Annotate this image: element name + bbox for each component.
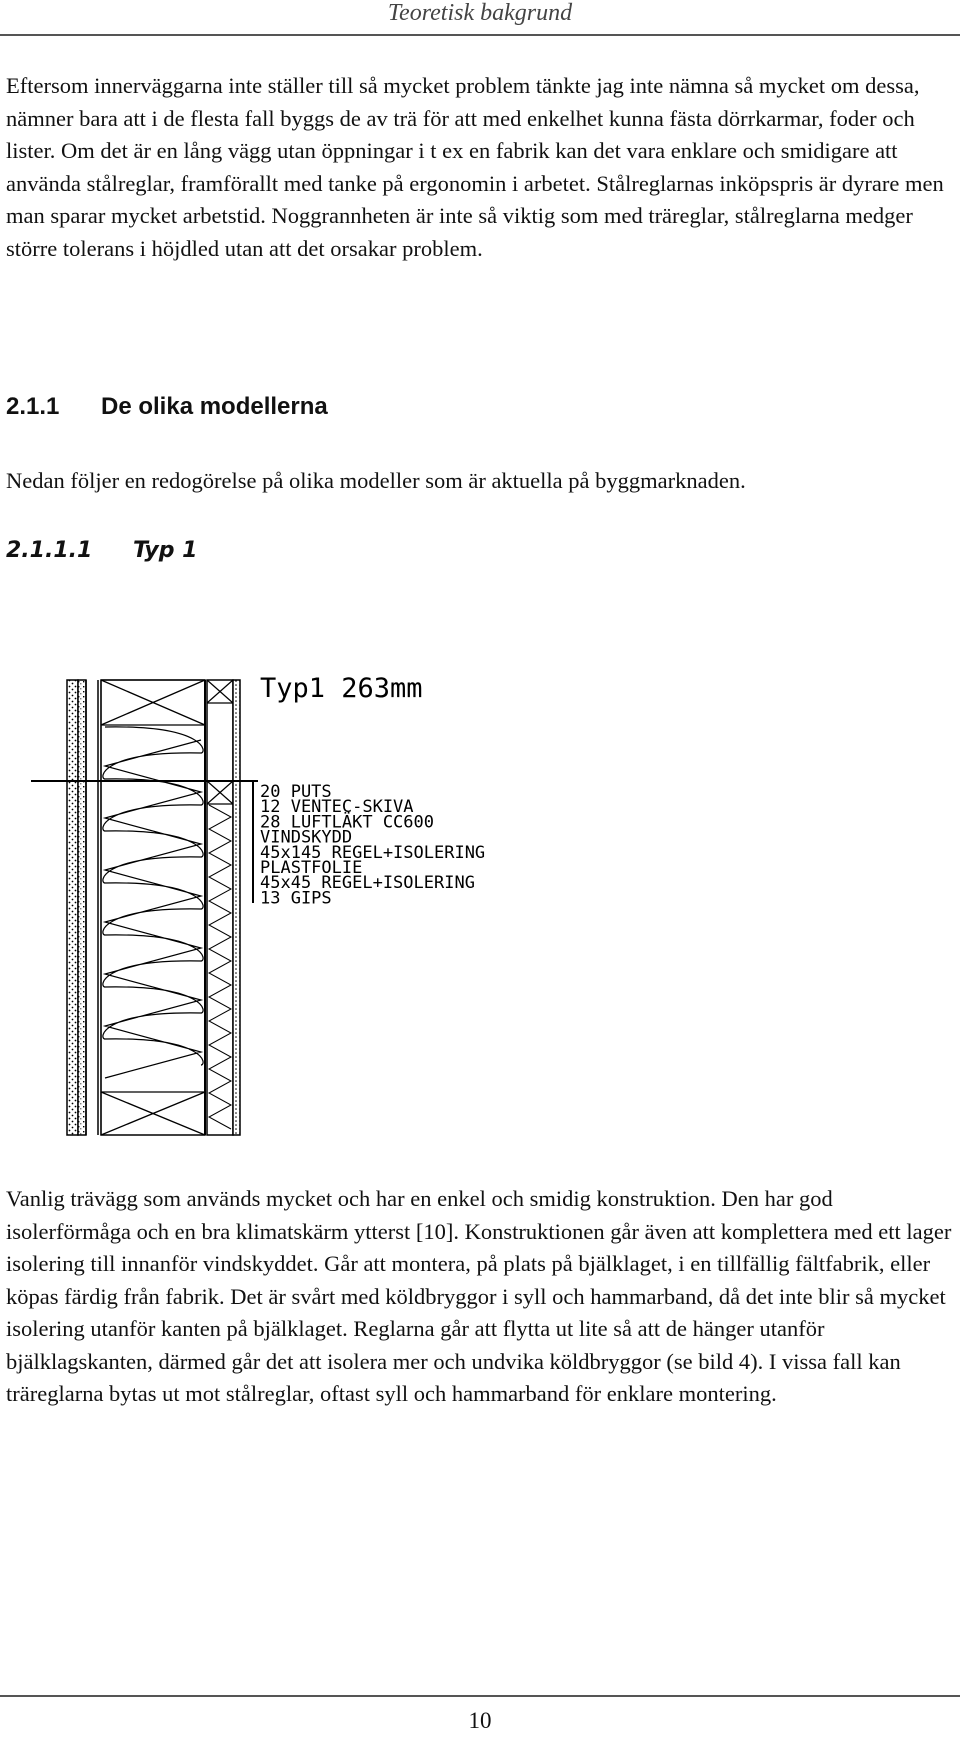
- page-header: [0, 0, 960, 32]
- footer-rule: [0, 1695, 960, 1697]
- subsection-number: 2.1.1.1: [6, 538, 93, 563]
- layer-label: PLASTFOLIE: [260, 858, 363, 878]
- section-heading: [6, 393, 328, 421]
- figure-title: Typ1 263mm: [260, 673, 423, 704]
- layer-label: 20 PUTS: [260, 782, 332, 802]
- layer-label: 13 GIPS: [260, 888, 332, 909]
- layer-label: VINDSKYDD: [260, 827, 353, 848]
- typ1-description-paragraph: Vanlig trävägg som används mycket och har en enkel och smidig konstruktion. Den har god isolerförmåga och en bra klimatskärm ytterst [10]. Konstruktionen går även att komplettera med ett lager isolering till innanför vindskyddet. Går att montera, på plats på bjälklaget, i en tillfällig fältfabrik, eller köpas färdig från fabrik. Det är svårt med köldbryggor i syll och hammarband, då det inte blir så mycket isolering utanför kanten på bjälklaget. Reglarna går att flytta ut lite så att de hänger utanför bjälklagskanten, därmed går det att isolera mer och undvika köldbryggor (se bild 4). I vissa fall kan träreglarna bytas ut mot stålreglar, oftast syll och hammarband för enklare montering.: [6, 1186, 952, 1406]
- top-plate: [101, 680, 205, 725]
- wall-section-svg: [2, 655, 587, 1155]
- inner-batten-crosses: [207, 680, 233, 804]
- insulation-hatch: [103, 727, 203, 1078]
- wall-section-drawing: [2, 655, 587, 1155]
- header-rule: [0, 34, 960, 36]
- subsection-title: Typ 1: [133, 538, 198, 563]
- layer-label: 28 LUFTLÄKT CC600: [260, 812, 434, 833]
- models-intro-paragraph: Nedan följer en redogörelse på olika modeller som är aktuella på byggmarknaden.: [6, 468, 746, 493]
- header-title: Teoretisk bakgrund: [387, 0, 573, 26]
- ventec-board: [78, 680, 86, 1135]
- gips-layer: [233, 680, 240, 1135]
- layer-label: 12 VENTEC-SKIVA: [260, 797, 414, 818]
- layer-label: 45x145 REGEL+ISOLERING: [260, 842, 486, 863]
- puts-layer: [67, 680, 78, 1135]
- page-number: 10: [468, 1708, 492, 1733]
- subsection-heading: [6, 538, 197, 563]
- intro-paragraph: Eftersom innerväggarna inte ställer till så mycket problem tänkte jag inte nämna så mycket om dessa, nämner bara att i de flesta fall byggs de av trä för att med enkelhet kunna fästa dörrkarmar, foder och lister. Om det är en lång vägg utan öppningar i t ex en fabrik kan det vara enklare och smidigare att använda stålreglar, framförallt med tanke på ergonomin i arbetet. Stålreglarnas inköpspris är dyrare men man sparar mycket arbetstid. Noggrannheten är inte så viktig som med träreglar, stålreglarna medger större tolerans i höjdled utan att det orsakar problem.: [6, 73, 944, 261]
- bottom-plate: [101, 1092, 205, 1135]
- layer-label: 45x45 REGEL+ISOLERING: [260, 873, 475, 894]
- section-title: De olika modellerna: [101, 393, 328, 420]
- section-number: 2.1.1: [6, 393, 60, 420]
- inner-insulation-hatch: [209, 805, 231, 1129]
